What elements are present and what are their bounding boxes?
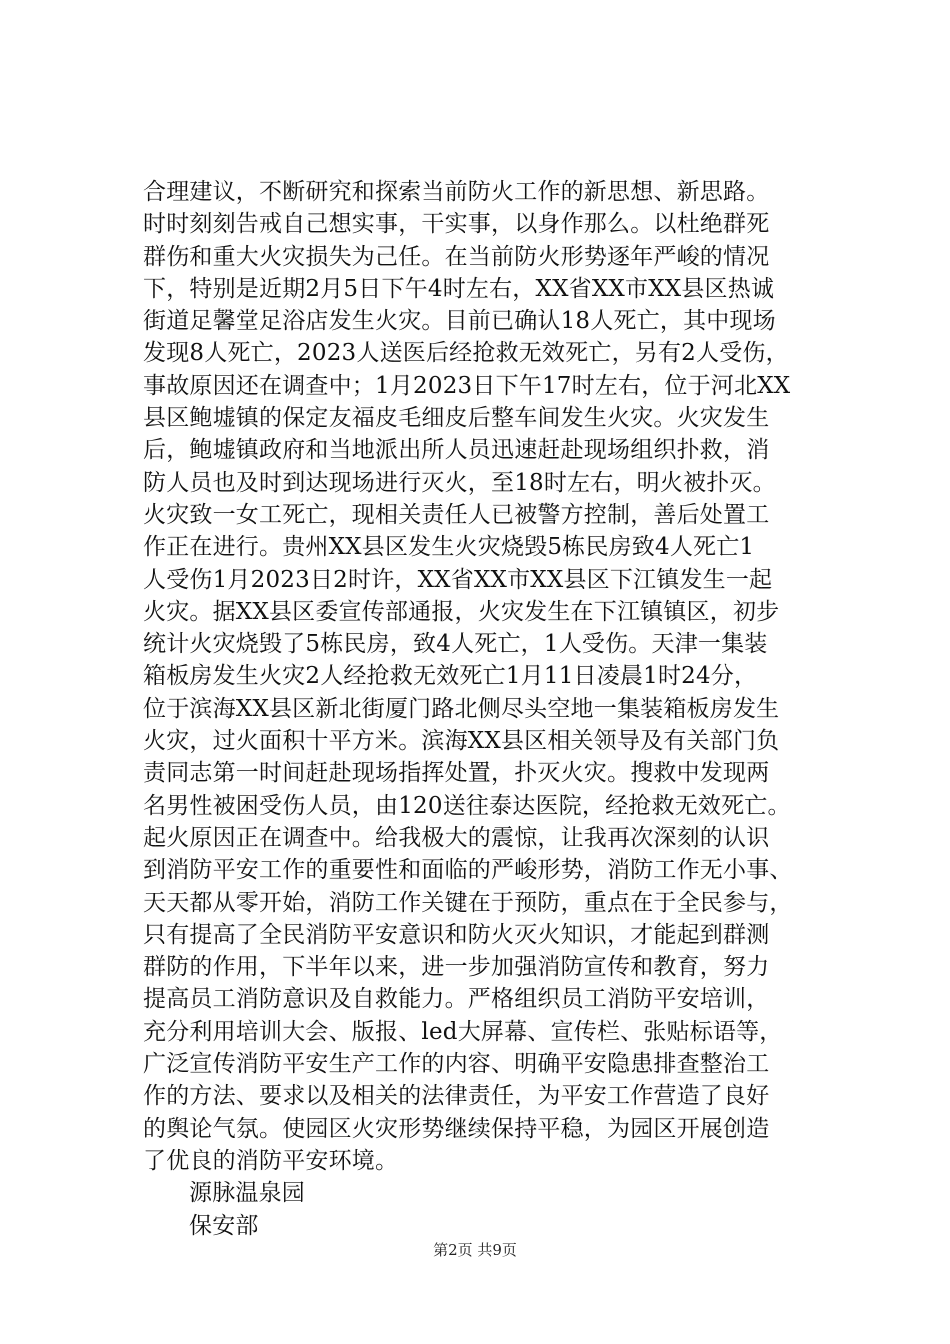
body-line: 广泛宣传消防平安生产工作的内容、明确平安隐患排查整治工 xyxy=(143,1051,770,1078)
body-line: 火灾致一女工死亡，现相关责任人已被警方控制，善后处置工 xyxy=(143,501,770,528)
body-line: 提高员工消防意识及自救能力。严格组织员工消防平安培训， xyxy=(143,986,770,1013)
body-line: 火灾，过火面积十平方米。滨海XX县区相关领导及有关部门负 xyxy=(143,728,780,755)
body-line: 到消防平安工作的重要性和面临的严峻形势，消防工作无小事、 xyxy=(143,857,793,884)
body-text xyxy=(143,176,833,1242)
body-line: 下，特别是近期2月5日下午4时左右，XX省XX市XX县区热诚 xyxy=(143,275,775,302)
body-line: 了优良的消防平安环境。 xyxy=(143,1147,399,1174)
signature-department: 保安部 xyxy=(189,1212,259,1239)
page-footer: 第2页 共9页 xyxy=(433,1241,517,1259)
body-line: 群伤和重大火灾损失为己任。在当前防火形势逐年严峻的情况 xyxy=(143,243,770,270)
body-line: 群防的作用，下半年以来，进一步加强消防宣传和教育，努力 xyxy=(143,954,770,981)
body-line: 街道足馨堂足浴店发生火灾。目前已确认18人死亡，其中现场 xyxy=(143,308,776,335)
body-line: 充分利用培训大会、版报、led大屏幕、宣传栏、张贴标语等， xyxy=(143,1018,783,1045)
body-line: 天天都从零开始，消防工作关键在于预防，重点在于全民参与， xyxy=(143,889,793,916)
body-line: 作的方法、要求以及相关的法律责任，为平安工作营造了良好 xyxy=(143,1083,770,1110)
body-line: 名男性被困受伤人员，由120送往泰达医院，经抢救无效死亡。 xyxy=(143,792,791,819)
body-line: 事故原因还在调查中；1月2023日下午17时左右，位于河北XX xyxy=(143,372,791,399)
body-line: 的舆论气氛。使园区火灾形势继续保持平稳，为园区开展创造 xyxy=(143,1115,770,1142)
body-line: 人受伤1月2023日2时许，XX省XX市XX县区下江镇发生一起 xyxy=(143,566,773,593)
signature-organization: 源脉温泉园 xyxy=(189,1180,305,1207)
body-line: 作正在进行。贵州XX县区发生火灾烧毁5栋民房致4人死亡1 xyxy=(143,534,755,561)
body-line: 位于滨海XX县区新北街厦门路北侧尽头空地一集装箱板房发生 xyxy=(143,695,780,722)
body-line: 责同志第一时间赶赴现场指挥处置，扑灭火灾。搜救中发现两 xyxy=(143,760,770,787)
body-line: 起火原因正在调查中。给我极大的震惊，让我再次深刻的认识 xyxy=(143,824,770,851)
body-line: 箱板房发生火灾2人经抢救无效死亡1月11日凌晨1时24分， xyxy=(143,663,758,690)
body-line: 县区鲍墟镇的保定友福皮毛细皮后整车间发生火灾。火灾发生 xyxy=(143,405,770,432)
body-line: 防人员也及时到达现场进行灭火，至18时左右，明火被扑灭。 xyxy=(143,469,776,496)
body-line: 时时刻刻告戒自己想实事，干实事，以身作那么。以杜绝群死 xyxy=(143,211,770,238)
body-line: 火灾。据XX县区委宣传部通报，火灾发生在下江镇镇区，初步 xyxy=(143,598,780,625)
body-line: 发现8人死亡，2023人送医后经抢救无效死亡，另有2人受伤， xyxy=(143,340,789,367)
body-line: 只有提高了全民消防平安意识和防火灭火知识，才能起到群测 xyxy=(143,921,770,948)
body-line: 合理建议，不断研究和探索当前防火工作的新思想、新思路。 xyxy=(143,179,770,205)
body-line: 后，鲍墟镇政府和当地派出所人员迅速赶赴现场组织扑救，消 xyxy=(143,437,770,464)
body-line: 统计火灾烧毁了5栋民房，致4人死亡，1人受伤。天津一集装 xyxy=(143,631,768,658)
